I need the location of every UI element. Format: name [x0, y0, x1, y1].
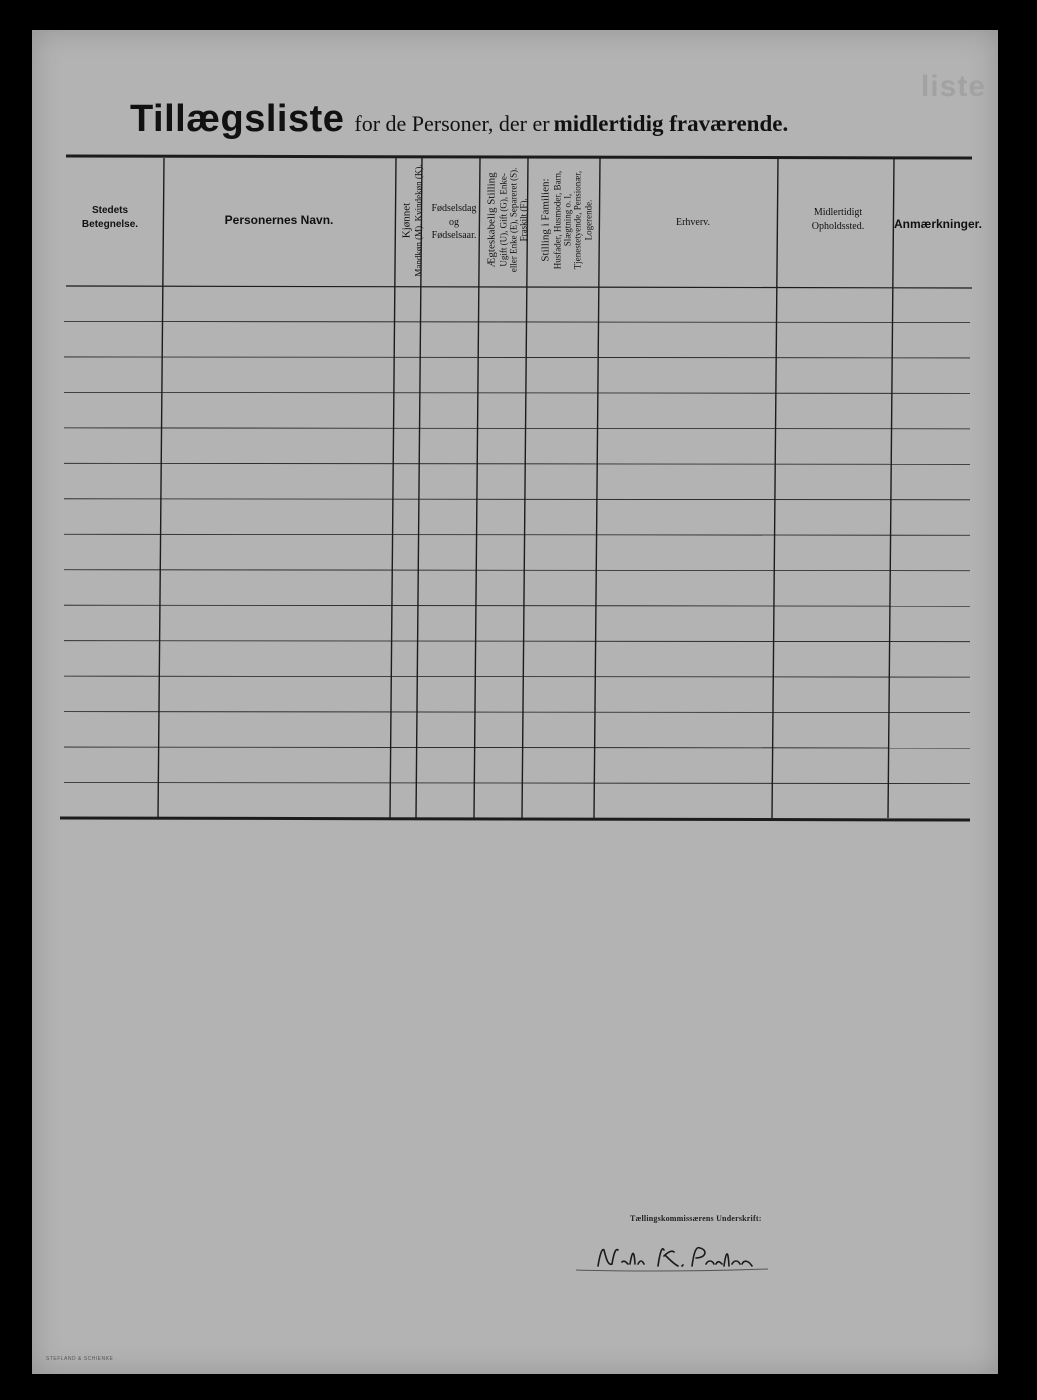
- col-header-stilling-line5: Logerende.: [582, 199, 593, 241]
- col-header-fodsel-line2: og: [449, 216, 459, 228]
- printer-imprint: STEFLAND & SCHIENKE: [46, 1356, 114, 1362]
- row-rule-4: [64, 428, 970, 429]
- column-rule-8: [888, 158, 894, 818]
- row-rule-8: [64, 570, 970, 571]
- col-header-stilling-line3: Slægtning o. l,: [561, 193, 572, 247]
- column-rule-2: [390, 158, 396, 818]
- col-header-kjon-line1: Kjønnet: [400, 202, 413, 238]
- col-header-stilling: [530, 160, 602, 280]
- title-emphasis: midlertidig fraværende.: [553, 111, 789, 136]
- col-header-stedets: [62, 204, 158, 231]
- row-rule-14: [64, 783, 970, 784]
- table-bottom-rule: [60, 818, 970, 820]
- col-header-kjon-line2: Mandkøn (M). Kvindekøn (K).: [413, 163, 424, 277]
- col-header-aegteskab: [484, 160, 530, 280]
- col-header-anm: Anmærkninger.: [894, 217, 983, 231]
- row-rule-13: [64, 747, 970, 748]
- row-rule-12: [64, 712, 970, 713]
- row-rule-7: [64, 534, 970, 535]
- absentee-table: [60, 154, 983, 826]
- bleed-through-text: liste: [920, 70, 986, 103]
- row-rule-5: [64, 463, 970, 464]
- col-header-fodsel-line3: Fødselsaar.: [431, 230, 477, 241]
- form-title: [130, 98, 950, 141]
- col-header-fodsel-line1: Fødselsdag: [431, 203, 477, 214]
- col-header-stedets-line2: Betegnelse.: [81, 218, 139, 230]
- col-header-fodsel: [424, 202, 484, 243]
- col-header-aegteskab-line1: Ægteskabelig Stilling: [485, 172, 498, 268]
- column-rule-4: [474, 158, 480, 818]
- col-header-aegteskab-line2: Ugift (U), Gift (G), Enke-: [497, 173, 508, 267]
- row-rule-3: [64, 392, 970, 393]
- col-header-aegteskab-line3: eller Enke (E), Separeret (S).: [508, 167, 519, 273]
- row-rule-2: [64, 357, 970, 358]
- header-divider: [66, 286, 972, 288]
- col-header-ophold-line1: Midlertidigt: [813, 207, 863, 218]
- col-header-aegteskab-line4: Fraskilt (F).: [518, 198, 529, 242]
- handwritten-signature: [568, 1238, 808, 1278]
- title-part: for de Personer, der er: [354, 111, 550, 136]
- col-header-stilling-line2: Husfader, Husmoder, Barn,: [551, 170, 562, 270]
- col-header-ophold-line2: Opholdssted.: [811, 220, 865, 232]
- column-rule-7: [772, 158, 778, 818]
- column-rule-1: [158, 158, 164, 818]
- row-rule-11: [64, 676, 970, 677]
- row-rule-9: [64, 605, 970, 606]
- row-rule-10: [64, 641, 970, 642]
- col-header-stilling-line4: Tjenestetyende, Pensionær,: [572, 170, 583, 270]
- col-header-ophold: [782, 206, 894, 233]
- census-form-sheet: [32, 30, 998, 1374]
- col-header-navn: Personernes Navn.: [224, 213, 334, 227]
- col-header-erhverv: Erhverv.: [675, 217, 711, 228]
- row-rule-6: [64, 499, 970, 500]
- col-header-kjon: [400, 160, 424, 280]
- col-header-stilling-line1: Stilling i Familien:: [539, 178, 551, 262]
- signature-label: Tællingskommissærens Underskrift:: [630, 1214, 762, 1223]
- col-header-stedets-line1: Stedets: [91, 205, 129, 216]
- row-rule-1: [64, 321, 970, 322]
- title-main: Tillægsliste: [130, 98, 345, 140]
- table-top-rule: [66, 156, 972, 158]
